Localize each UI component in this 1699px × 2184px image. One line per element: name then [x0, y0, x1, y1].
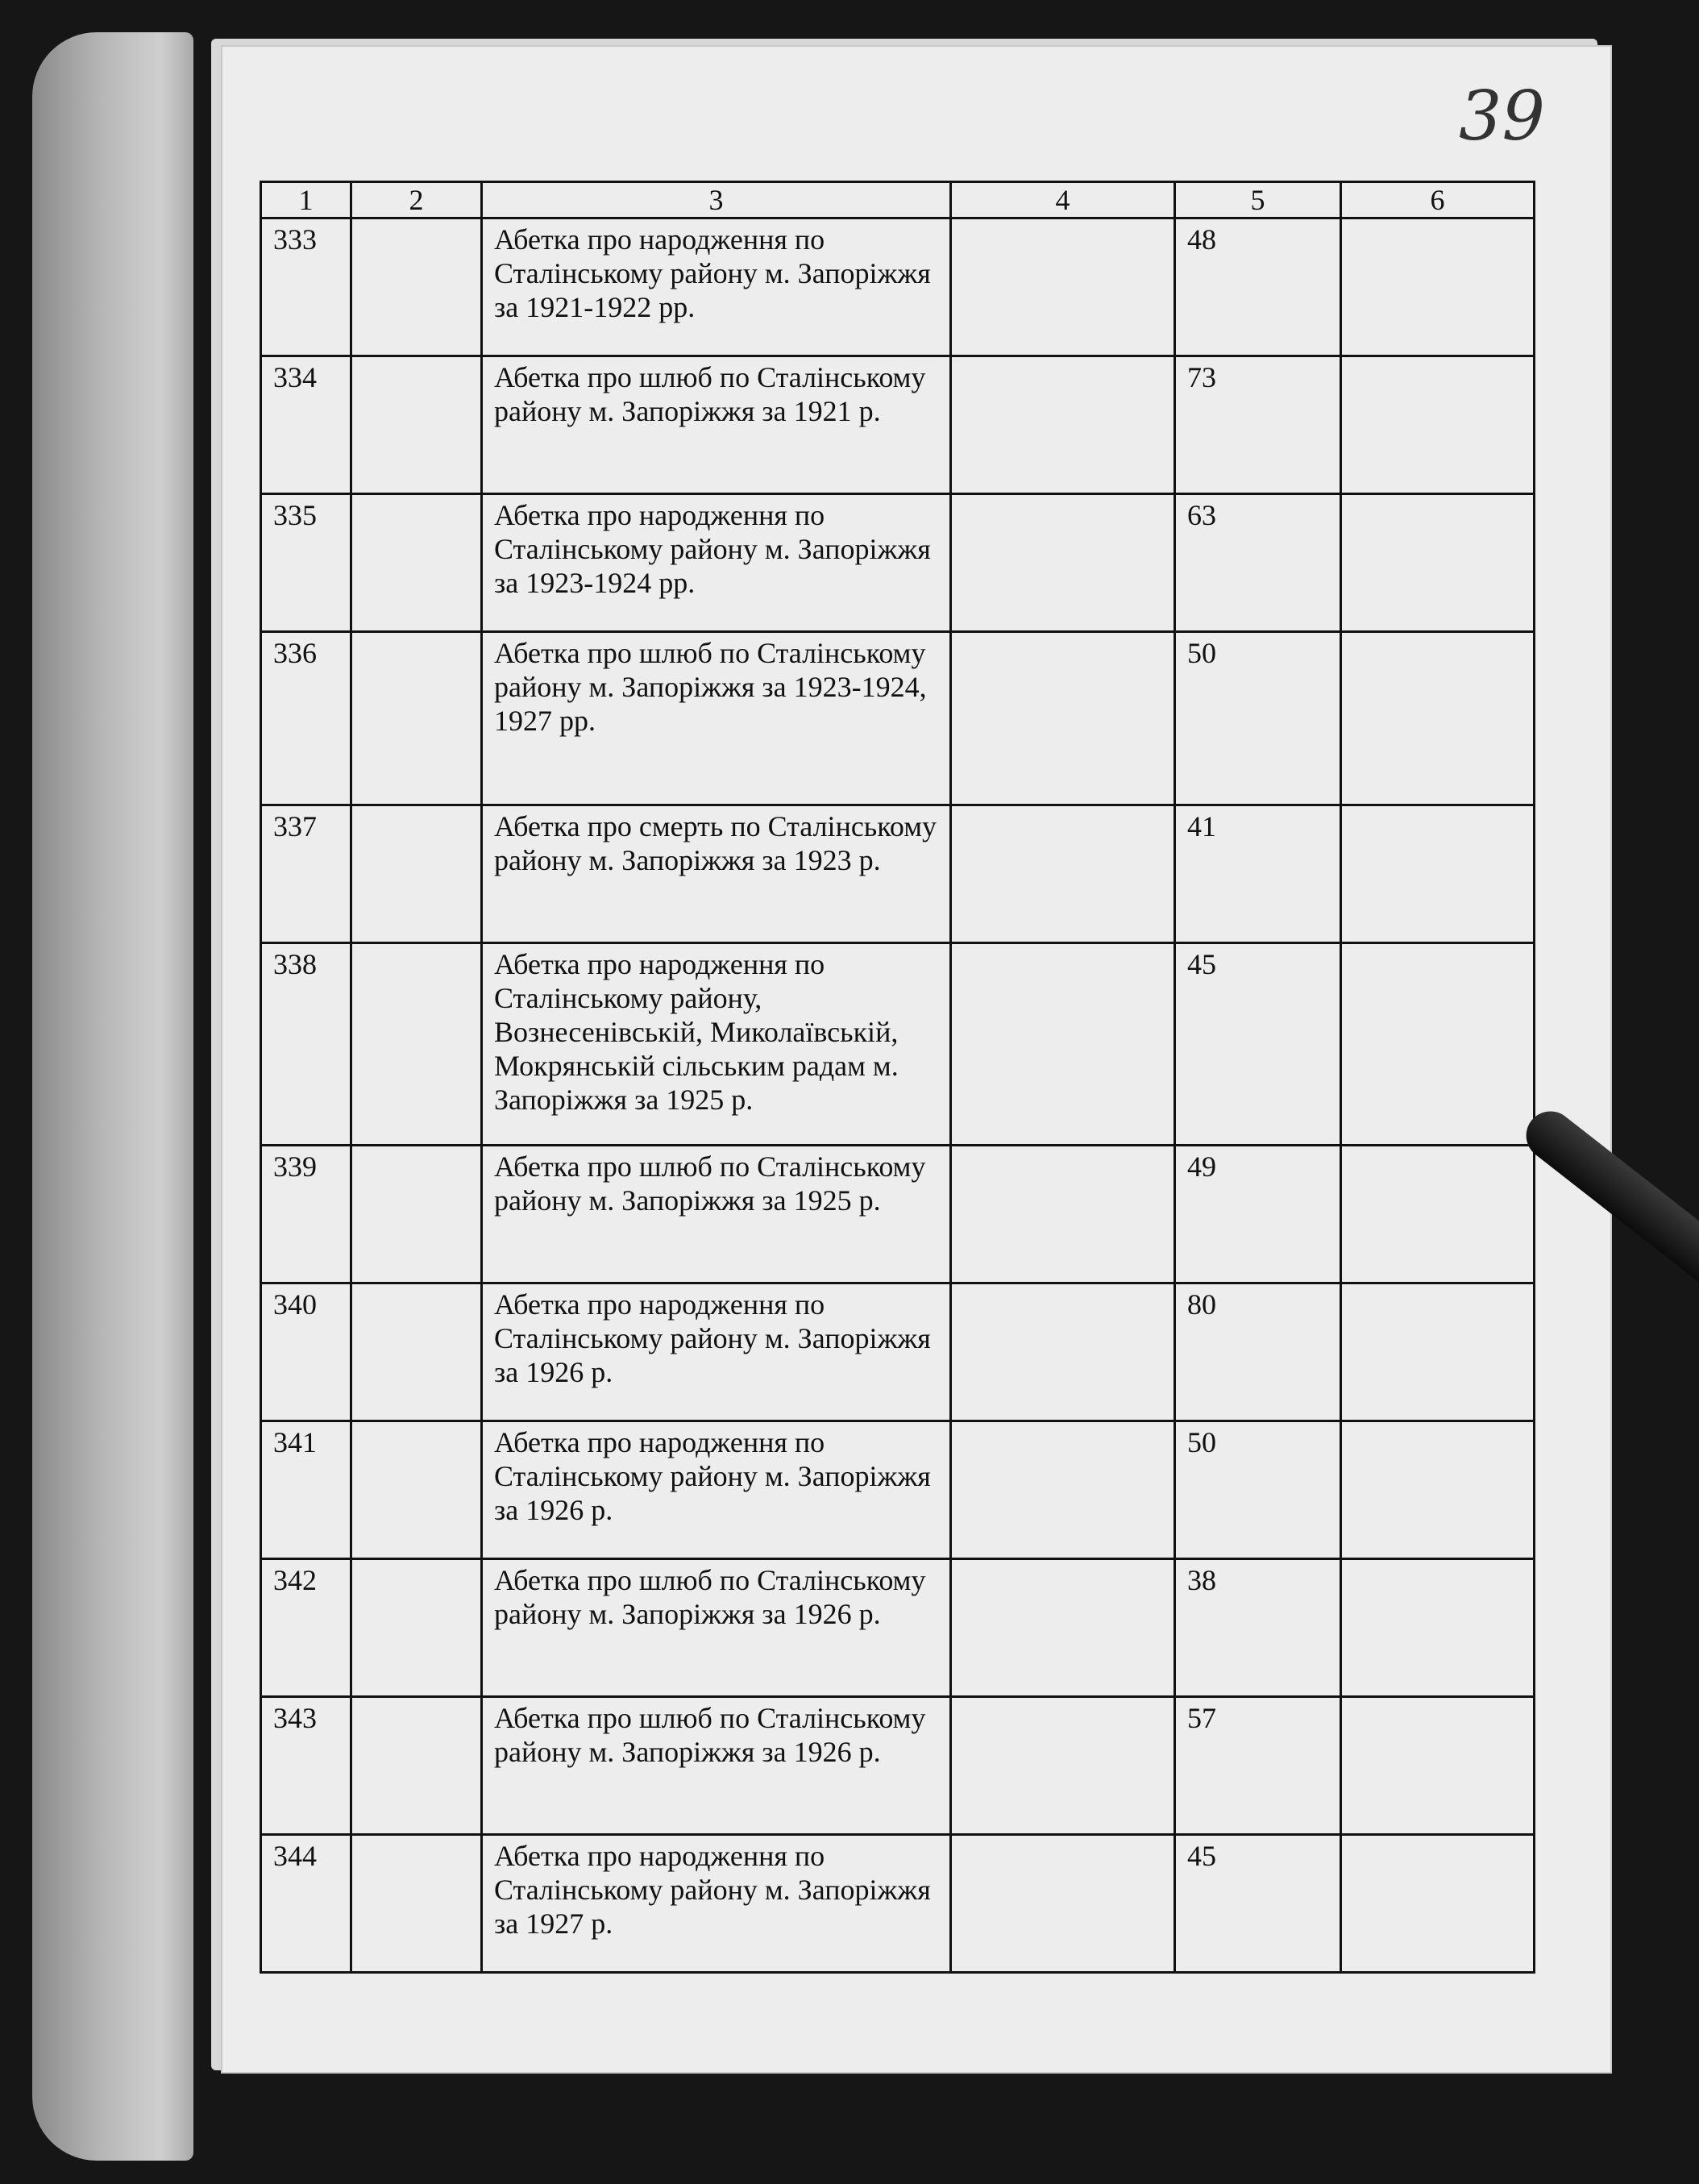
- col2-cell: [351, 805, 482, 943]
- col4-cell: [951, 632, 1175, 805]
- column-header: 4: [951, 182, 1175, 218]
- col2-cell: [351, 632, 482, 805]
- table-row: [261, 632, 1535, 805]
- table-row: [261, 1146, 1535, 1283]
- case-title: Абетка про народження по Сталінському району м. Запоріжжя за 1926 р.: [482, 1421, 951, 1559]
- table-row: [261, 943, 1535, 1146]
- table-row: [261, 356, 1535, 494]
- case-number: 336: [261, 632, 351, 805]
- col2-cell: [351, 1283, 482, 1421]
- table-row: [261, 1421, 1535, 1559]
- folio-number: 39: [1459, 77, 1545, 156]
- page-count: 73: [1175, 356, 1341, 494]
- col6-cell: [1341, 494, 1535, 632]
- col4-cell: [951, 356, 1175, 494]
- case-title: Абетка про народження по Сталінському району, Вознесенівській, Миколаївській, Мокрянській сільським радам м. Запоріжжя за 1925 р.: [482, 943, 951, 1146]
- page-count: 49: [1175, 1146, 1341, 1283]
- case-title: Абетка про шлюб по Сталінському району м. Запоріжжя за 1925 р.: [482, 1146, 951, 1283]
- case-title: Абетка про народження по Сталінському району м. Запоріжжя за 1923-1924 рр.: [482, 494, 951, 632]
- table-row: [261, 1283, 1535, 1421]
- column-header: 2: [351, 182, 482, 218]
- col4-cell: [951, 1697, 1175, 1835]
- col4-cell: [951, 1559, 1175, 1697]
- case-number: 335: [261, 494, 351, 632]
- case-title: Абетка про шлюб по Сталінському району м. Запоріжжя за 1926 р.: [482, 1697, 951, 1835]
- case-title: Абетка про шлюб по Сталінському району м. Запоріжжя за 1921 р.: [482, 356, 951, 494]
- col4-cell: [951, 805, 1175, 943]
- case-number: 333: [261, 218, 351, 356]
- col4-cell: [951, 218, 1175, 356]
- case-title: Абетка про шлюб по Сталінському району м. Запоріжжя за 1926 р.: [482, 1559, 951, 1697]
- col2-cell: [351, 218, 482, 356]
- case-title: Абетка про народження по Сталінському району м. Запоріжжя за 1926 р.: [482, 1283, 951, 1421]
- col6-cell: [1341, 943, 1535, 1146]
- col6-cell: [1341, 1697, 1535, 1835]
- col2-cell: [351, 943, 482, 1146]
- col6-cell: [1341, 1835, 1535, 1973]
- page-count: 45: [1175, 1835, 1341, 1973]
- case-number: 344: [261, 1835, 351, 1973]
- register-table: [260, 181, 1535, 1974]
- case-number: 339: [261, 1146, 351, 1283]
- col6-cell: [1341, 1421, 1535, 1559]
- table-row: [261, 218, 1535, 356]
- table-row: [261, 1697, 1535, 1835]
- col2-cell: [351, 1697, 482, 1835]
- column-header: 1: [261, 182, 351, 218]
- case-number: 338: [261, 943, 351, 1146]
- page-count: 50: [1175, 632, 1341, 805]
- case-number: 334: [261, 356, 351, 494]
- page-count: 48: [1175, 218, 1341, 356]
- col4-cell: [951, 1835, 1175, 1973]
- col2-cell: [351, 1835, 482, 1973]
- table-row: [261, 1559, 1535, 1697]
- page-count: 57: [1175, 1697, 1341, 1835]
- case-number: 337: [261, 805, 351, 943]
- case-title: Абетка про смерть по Сталінському району м. Запоріжжя за 1923 р.: [482, 805, 951, 943]
- table-row: [261, 494, 1535, 632]
- col4-cell: [951, 494, 1175, 632]
- case-number: 342: [261, 1559, 351, 1697]
- col4-cell: [951, 1283, 1175, 1421]
- left-page-edge: [32, 32, 193, 2161]
- page-count: 38: [1175, 1559, 1341, 1697]
- case-number: 343: [261, 1697, 351, 1835]
- col4-cell: [951, 1421, 1175, 1559]
- table-row: [261, 805, 1535, 943]
- col6-cell: [1341, 356, 1535, 494]
- col6-cell: [1341, 1559, 1535, 1697]
- header-row: [261, 182, 1535, 218]
- col2-cell: [351, 1146, 482, 1283]
- col6-cell: [1341, 1146, 1535, 1283]
- column-header: 3: [482, 182, 951, 218]
- col6-cell: [1341, 218, 1535, 356]
- case-number: 341: [261, 1421, 351, 1559]
- col4-cell: [951, 943, 1175, 1146]
- col6-cell: [1341, 805, 1535, 943]
- page-count: 45: [1175, 943, 1341, 1146]
- page-count: 50: [1175, 1421, 1341, 1559]
- col2-cell: [351, 1559, 482, 1697]
- case-number: 340: [261, 1283, 351, 1421]
- page-count: 41: [1175, 805, 1341, 943]
- col2-cell: [351, 1421, 482, 1559]
- case-title: Абетка про народження по Сталінському району м. Запоріжжя за 1921-1922 рр.: [482, 218, 951, 356]
- col2-cell: [351, 356, 482, 494]
- col2-cell: [351, 494, 482, 632]
- col6-cell: [1341, 1283, 1535, 1421]
- col4-cell: [951, 1146, 1175, 1283]
- case-title: Абетка про шлюб по Сталінському району м. Запоріжжя за 1923-1924, 1927 рр.: [482, 632, 951, 805]
- col6-cell: [1341, 632, 1535, 805]
- case-title: Абетка про народження по Сталінському району м. Запоріжжя за 1927 р.: [482, 1835, 951, 1973]
- page-count: 63: [1175, 494, 1341, 632]
- column-header: 6: [1341, 182, 1535, 218]
- page-count: 80: [1175, 1283, 1341, 1421]
- column-header: 5: [1175, 182, 1341, 218]
- table-row: [261, 1835, 1535, 1973]
